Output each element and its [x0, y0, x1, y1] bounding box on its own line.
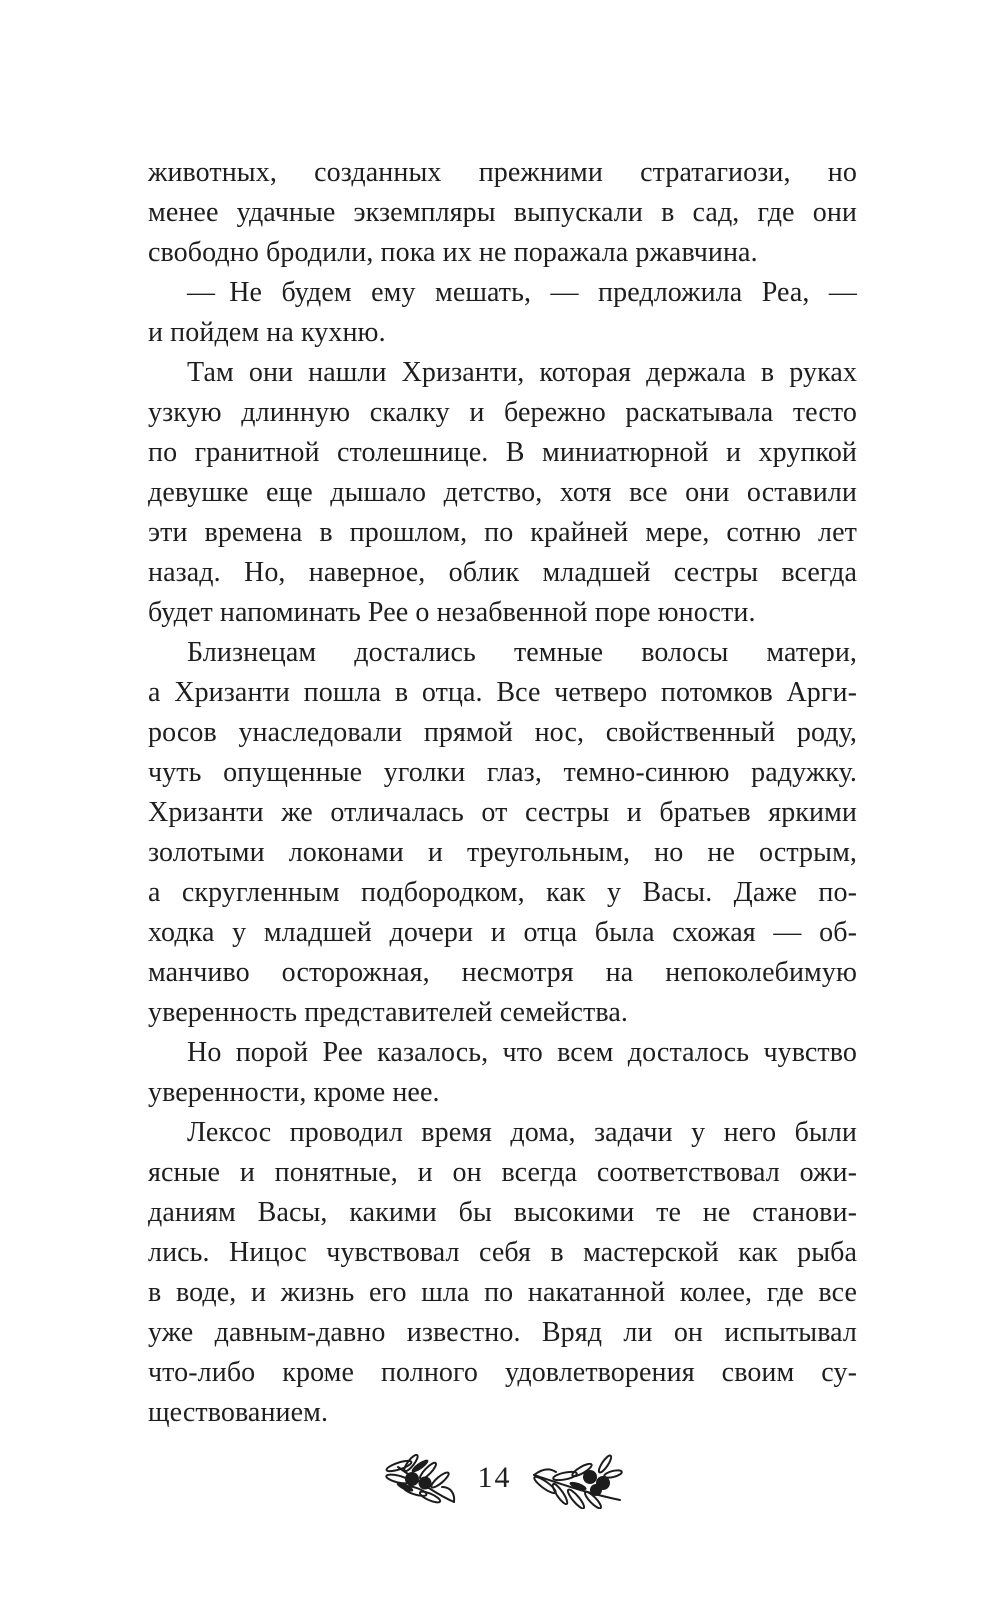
text-line: эти времена в прошлом, по крайней мере, сотню лет — [148, 517, 857, 548]
text-line: Хризанти же отличалась от сестры и братьев яркими — [148, 797, 857, 828]
text-line: лись. Ницос чувствовал себя в мастерской как рыба — [148, 1237, 857, 1268]
text-line: по гранитной столешнице. В миниатюрной и хрупкой — [148, 437, 857, 468]
text-line: будет напоминать Рее о незабвенной поре юности. — [148, 597, 756, 628]
text-line: даниям Васы, какими бы высокими те не станови- — [148, 1197, 857, 1228]
text-line: а Хризанти пошла в отца. Все четверо потомков Арги- — [148, 677, 857, 708]
text-line: — Не будем ему мешать, — предложила Реа, — — [187, 277, 857, 308]
text-line: и пойдем на кухню. — [148, 317, 386, 348]
text-line: ществованием. — [148, 1397, 329, 1428]
text-line: менее удачные экземпляры выпускали в сад, где они — [148, 197, 857, 228]
text-line: уверенность представителей семейства. — [148, 997, 628, 1028]
olive-branch-right-icon — [530, 1453, 624, 1509]
page-number: 14 — [477, 1461, 512, 1494]
text-line: уверенности, кроме нее. — [148, 1077, 440, 1108]
text-line: назад. Но, наверное, облик младшей сестры всегда — [148, 557, 857, 588]
text-line: Но порой Рее казалось, что всем досталось чувство — [187, 1037, 857, 1068]
text-line: золотыми локонами и треугольным, но не острым, — [148, 837, 857, 868]
text-line: Близнецам достались темные волосы матери, — [187, 637, 857, 668]
text-line: ходка у младшей дочери и отца была схожая — об- — [148, 917, 857, 948]
text-line: Лексос проводил время дома, задачи у него были — [187, 1117, 857, 1148]
text-line: что-либо кроме полного удовлетворения своим су- — [148, 1357, 857, 1388]
olive-branch-left-icon — [382, 1454, 460, 1508]
text-line: Там они нашли Хризанти, которая держала в руках — [187, 357, 857, 388]
text-line: манчиво осторожная, несмотря на непоколебимую — [148, 957, 857, 988]
text-line: ясные и понятные, и он всегда соответствовал ожи- — [148, 1157, 857, 1188]
text-line: узкую длинную скалку и бережно раскатывала тесто — [148, 397, 857, 428]
page-footer — [148, 1448, 857, 1514]
text-line: чуть опущенные уголки глаз, темно-синюю радужку. — [148, 757, 857, 788]
page-text — [148, 153, 857, 1433]
text-line: росов унаследовали прямой нос, свойственный роду, — [148, 717, 857, 748]
text-line: а скругленным подбородком, как у Васы. Даже по- — [148, 877, 857, 908]
text-line: уже давным-давно известно. Вряд ли он испытывал — [148, 1317, 857, 1348]
text-line: животных, созданных прежними стратагиози, но — [148, 157, 857, 188]
text-line: свободно бродили, пока их не поражала ржавчина. — [148, 237, 758, 268]
text-line: в воде, и жизнь его шла по накатанной колее, где все — [148, 1277, 857, 1308]
text-line: девушке еще дышало детство, хотя все они оставили — [148, 477, 857, 508]
